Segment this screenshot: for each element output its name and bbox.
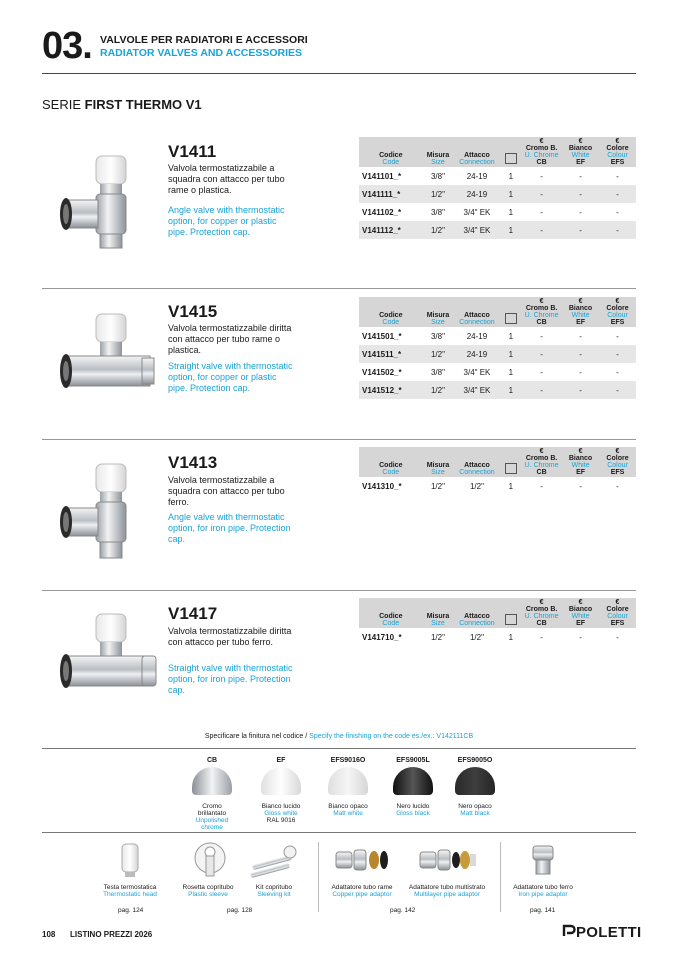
finish-swatch-efs9016o: EFS9016O Bianco opaco Matt white (328, 757, 368, 817)
product-model: V1415 (168, 302, 218, 321)
product-price-table (359, 137, 636, 239)
box-icon (505, 463, 517, 474)
product-price-table: Codice Code Misura Size Attacco Connection € Cromo B. U. Chrome CB € Bianco White EF € Colore Colour EFS V141310_* 1/2" 1/2" 1 - - - (359, 447, 636, 495)
series-title (42, 97, 202, 112)
chapter-title-it: VALVOLE PER RADIATORI E ACCESSORI (100, 34, 308, 46)
angle-valve-image (52, 150, 164, 262)
product-price-table: Codice Code Misura Size Attacco Connection € Cromo B. U. Chrome CB € Bianco White EF € Colore Colour EFS V141710_* 1/2" 1/2" 1 - - - (359, 598, 636, 646)
col-efs: € Colore Colour EFS (599, 137, 636, 167)
product-description-en: Straight valve with thermostatic option, for iron pipe. Protection cap. (168, 663, 293, 695)
accessory-iron-pipe-adaptor: Adattatore tubo ferro Iron pipe adaptor (513, 884, 573, 898)
box-icon (505, 614, 517, 625)
table-row: V141502_* 3/8" 3/4" EK 1 - - - (362, 367, 619, 377)
chapter-title-en: RADIATOR VALVES AND ACCESSORIES (100, 47, 303, 59)
col-package (501, 137, 522, 167)
page-reference[interactable]: pag. 141 (530, 907, 556, 914)
col-cb: € Cromo B. U. Chrome CB (521, 137, 562, 167)
finish-cap (192, 767, 232, 795)
multilayer-pipe-adaptor-image (418, 846, 478, 874)
product-model: V1411 (168, 142, 217, 161)
product-description-en: Angle valve with thermostatic option, for iron pipe. Protection cap. (168, 512, 291, 544)
accessory-copper-pipe-adaptor: Adattatore tubo rame Copper pipe adaptor (331, 884, 393, 898)
chapter-number: 03. (42, 25, 92, 67)
table-row: V141512_* 1/2" 3/4" EK 1 - - - (359, 381, 636, 399)
accessory-plastic-sleeve: Rosetta copritubo Plastic sleeve (182, 884, 234, 898)
page-reference[interactable]: pag. 142 (390, 907, 416, 914)
footer-title: LISTINO PREZZI 2026 (70, 930, 153, 939)
col-ef: € Bianco White EF (562, 137, 599, 167)
section-divider (42, 590, 636, 591)
table-row: V141101_* 3/8" 24-19 1 - - - (362, 171, 619, 181)
product-description-it: Valvola termostatizzabile diritta con attacco per tubo ferro. (168, 626, 292, 647)
product-description-it: Valvola termostatizzabile a squadra con attacco per tubo ferro. (168, 475, 285, 507)
thermostatic-head-image (116, 842, 144, 878)
straight-valve-iron-image (52, 608, 164, 720)
box-icon (505, 153, 517, 164)
finish-cap (455, 767, 495, 795)
product-description-it: Valvola termostatizzabile diritta con attacco per tubo rame o plastica. (168, 323, 292, 355)
product-model: V1413 (168, 453, 218, 472)
product-model: V1417 (168, 604, 218, 623)
finish-swatch-ef: EF Bianco lucido Gloss white RAL 9016 (261, 757, 301, 824)
accessories-divider (42, 832, 636, 833)
poletti-logo-icon (562, 924, 576, 938)
table-row: V141310_* 1/2" 1/2" 1 - - - (362, 481, 619, 491)
finish-cap (328, 767, 368, 795)
straight-valve-image (52, 308, 164, 420)
accessory-multilayer-pipe-adaptor: Adattatore tubo multistrato Multilayer pipe adaptor (408, 884, 486, 898)
series-prefix: SERIE (42, 97, 82, 112)
page-number: 108 (42, 930, 56, 939)
header-divider (42, 73, 636, 74)
box-icon (505, 313, 517, 324)
col-connection: Attacco Connection (453, 137, 500, 167)
col-code: Codice Code (359, 137, 423, 167)
angle-valve-iron-image (52, 458, 164, 570)
table-row: V141102_* 3/8" 3/4" EK 1 - - - (362, 207, 619, 217)
sleeving-kit-image (248, 842, 298, 878)
iron-pipe-adaptor-image (528, 844, 558, 876)
page-reference[interactable]: pag. 124 (118, 907, 144, 914)
section-divider (42, 288, 636, 289)
finish-swatch-cb: CB Cromo brillantato Unpolished chrome (189, 757, 235, 831)
product-description-it: Valvola termostatizzabile a squadra con attacco per tubo rame o plastica. (168, 163, 285, 195)
accessory-separator (500, 842, 501, 912)
finish-swatch-efs9005o: EFS9005O Nero opaco Matt black (452, 757, 498, 817)
finish-cap (393, 767, 433, 795)
finish-cap (261, 767, 301, 795)
accessory-sleeving-kit: Kit copritubo Sleeving kit (255, 884, 293, 898)
table-row: V141501_* 3/8" 24-19 1 - - - (362, 331, 619, 341)
accessory-separator (318, 842, 319, 912)
table-row: V141710_* 1/2" 1/2" 1 - - - (362, 632, 619, 642)
product-description-en: Straight valve with thermostatic option, for copper or plastic pipe. Protection cap. (168, 361, 293, 393)
col-size: Misura Size (423, 137, 454, 167)
brand-logo: POLETTI (562, 924, 641, 941)
section-divider (42, 439, 636, 440)
copper-pipe-adaptor-image (334, 846, 390, 874)
product-price-table: Codice Code Misura Size Attacco Connection € Cromo B. U. Chrome CB € Bianco White EF € Colore Colour EFS V141501_* 3/8" 24-19 1 - - - V141511_* 1/2" 24-19 1 - - - V141502_* 3/8" 3/4" EK 1 - - - V141512_* 1/2" 3/4" EK 1 - - - (359, 297, 636, 399)
table-row: V141112_* 1/2" 3/4" EK 1 - - - (359, 221, 636, 239)
table-row: V141511_* 1/2" 24-19 1 - - - (359, 345, 636, 363)
page-reference[interactable]: pag. 128 (227, 907, 253, 914)
table-row: V141111_* 1/2" 24-19 1 - - - (359, 185, 636, 203)
finish-divider (42, 748, 636, 749)
finish-swatch-efs9005l: EFS9005L Nero lucido Gloss black (390, 757, 436, 817)
accessory-thermostatic-head: Testa termostatica Thermostatic head (103, 884, 157, 898)
series-name: FIRST THERMO V1 (84, 97, 202, 112)
product-description-en: Angle valve with thermostatic option, for copper or plastic pipe. Protection cap. (168, 205, 285, 237)
plastic-sleeve-image (190, 838, 230, 878)
finish-note: Specificare la finitura nel codice / Specify the finishing on the code es./ex.: V142111CB (204, 733, 474, 740)
